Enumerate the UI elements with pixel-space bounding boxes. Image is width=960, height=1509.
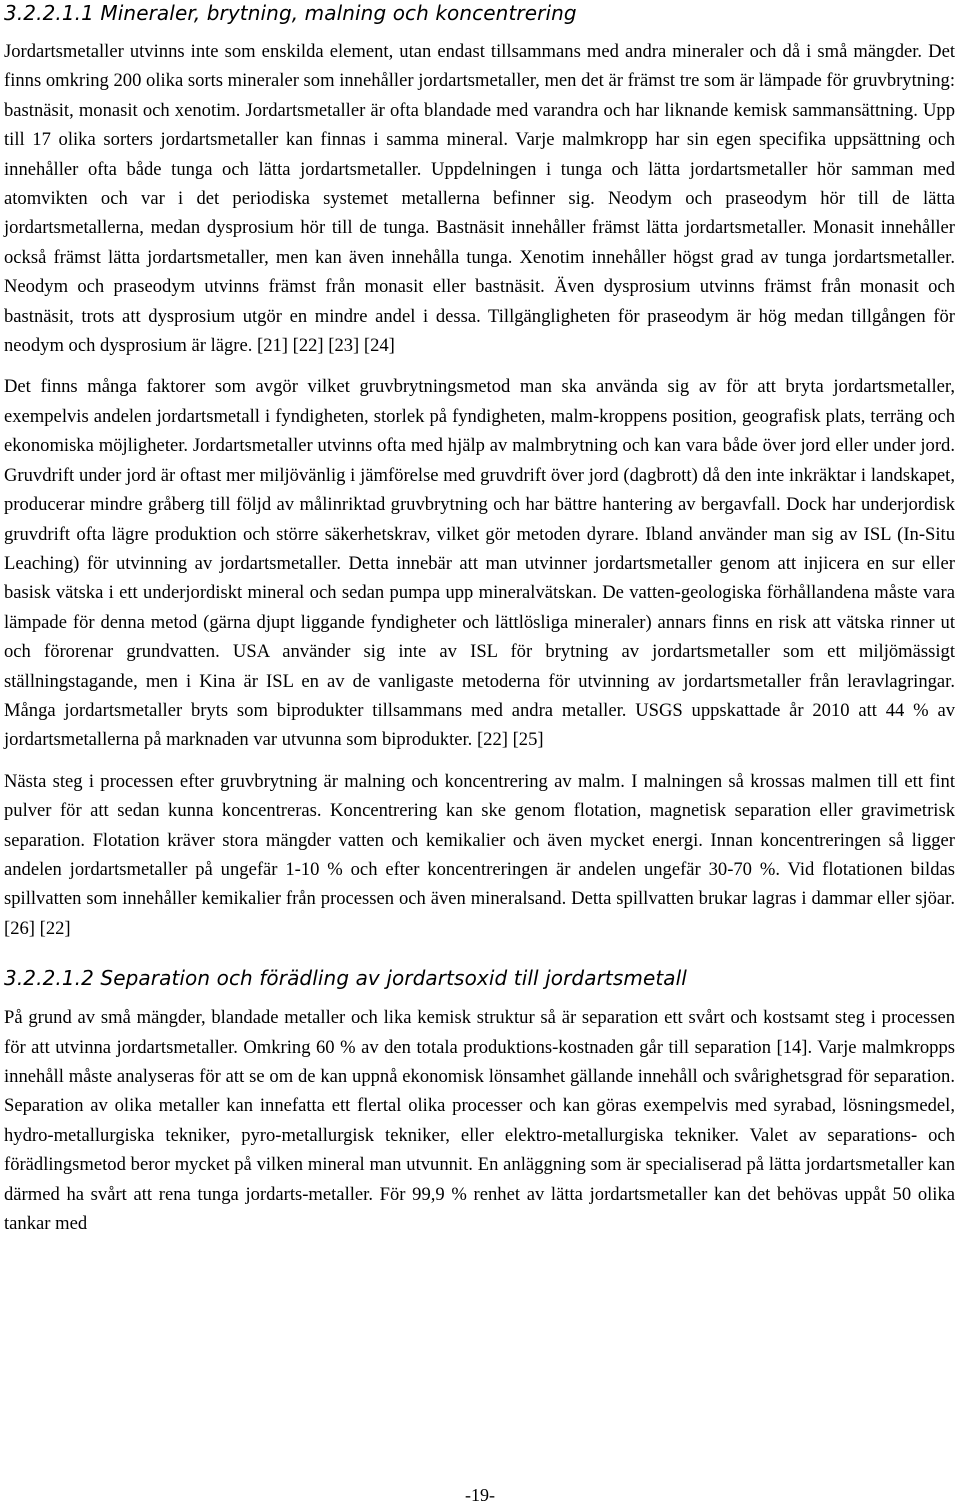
document-page — [4, 0, 955, 1238]
paragraph-malning-koncentrering: Nästa steg i processen efter gruvbrytning är malning och koncentrering av malm. I malningen så krossas malmen till ett fint pulver för att sedan kunna koncentreras. Koncentrering kan ske genom flotation, magnetisk separation eller gravimetrisk separation. Flotation kräver stora mängder vatten och kemikalier och även mycket energi. Innan koncentreringen så ligger andelen jordartsmetaller på ungefär 1-10 % och efter koncentreringen är andelen ungefär 30-70 %. Vid flotationen bildas spillvatten som innehåller kemikalier från processen och även mineralsand. Detta spillvatten brukar lagras i dammar eller sjöar. [26] [22] — [4, 770, 955, 939]
paragraph-mineraler: Jordartsmetaller utvinns inte som enskilda element, utan endast tillsammans med andra mineraler och då i små mängder. Det finns omkring 200 olika sorts mineraler som innehåller jordartsmetaller, men det är främst tre som är lämpade för gruvbrytning: bastnäsit, monasit och xenotim. Jordartsmetaller är ofta blandade med varandra och har liknande kemisk sammansättning. Upp till 17 olika sorters jordartsmetaller kan finnas i samma mineral. Varje malmkropp har sin egen specifika uppsättning och innehåller ofta både tunga och lätta jordartsmetaller. Uppdelningen i tunga och lätta jordartsmetaller hör samman med atomvikten och var i det periodiska systemet metallerna befinner sig. Neodym och praseodym hör till de lätta jordartsmetallerna, medan dysprosium hör till de tunga. Bastnäsit innehåller främst lätta jordartsmetaller. Monasit innehåller också främst lätta jordartsmetaller, men kan även innehålla tunga. Xenotim innehåller högst grad av tunga jordartsmetaller. Neodym och praseodym utvinns främst från monasit eller bastnäsit. Även dysprosium utvinns främst från monasit och bastnäsit, trots att dysprosium utgör en mindre andel i dessa. Tillgängligheten för praseodym är hög medan tillgången för neodym och dysprosium är lägre. [21] [22] [23] [24] — [4, 41, 955, 357]
section-heading-mineraler: 3.2.2.1.1 Mineraler, brytning, malning och koncentrering — [4, 1, 577, 25]
section-heading-separation: 3.2.2.1.2 Separation och förädling av jordartsoxid till jordartsmetall — [4, 966, 687, 991]
paragraph-separation: På grund av små mängder, blandade metaller och lika kemisk struktur så är separation ett svårt och kostsamt steg i processen för att utvinna jordartsmetaller. Omkring 60 % av den totala produktions-kostnaden går till separation [14]. Varje malmkropps innehåll måste analyseras för att se om de kan uppnå ekonomisk lönsamhet gällande innehåll och svårighetsgrad för separation. Separation av olika metaller kan innefatta ett flertal olika processer och kan göras exempelvis med syrabad, lösningsmedel, hydro-metallurgiska tekniker, pyro-metallurgisk tekniker, eller elektro-metallurgiska tekniker. Valet av separations- och förädlingsmetod beror mycket på vilken mineral man utvunnit. En anläggning som är specialiserad på lätta jordartsmetaller kan därmed ha svårt att rena tunga jordarts-metaller. För 99,9 % renhet av lätta jordartsmetaller kan det behövas uppåt 50 olika tankar med — [4, 1007, 955, 1235]
paragraph-gruvbrytningsmetod: Det finns många faktorer som avgör vilket gruvbrytningsmetod man ska använda sig av för att bryta jordartsmetaller, exempelvis andelen jordartsmetall i fyndigheten, storlek på fyndigheten, malm-kroppens position, geografisk plats, terräng och ekonomiska möjligheter. Jordartsmetaller utvinns ofta med hjälp av malmbrytning och kan vara både över jord eller under jord. Gruvdrift under jord är oftast mer miljövänlig i jämförelse med gruvdrift över jord (dagbrott) då den inte inkräktar i landskapet, producerar mindre gråberg till följd av målinriktad gruvbrytning och har bättre hantering av bergavfall. Dock har underjordisk gruvdrift ofta lägre produktion och större säkerhetskrav, vilket gör metoden dyrare. Ibland använder man sig av ISL (In-Situ Leaching) för utvinning av jordartsmetaller. Detta innebär att man utvinner jordartsmetaller genom att injicera en sur eller basisk vätska i ett underjordiskt mineral och sedan pumpa upp mineralvätskan. De vatten-geologiska förhållandena måste vara lämpade för denna metod (gärna djupt liggande fyndigheter och lättlösliga mineraler) annars finns en risk att vätska rinner ut och förorenar grundvatten. USA använder sig inte av ISL för brytning av jordartsmetaller som ett miljömässigt ställningstagande, men i Kina är ISL en av de vanligaste metoderna för utvinning av jordartsmetaller från leravlagringar. Många jordartsmetaller bryts som biprodukter tillsammans med andra metaller. USGS uppskattade år 2010 att 44 % av jordartsmetallerna på marknaden var utvunna som biprodukter. [22] [25] — [4, 376, 955, 751]
page-number: -19- — [465, 1485, 495, 1505]
